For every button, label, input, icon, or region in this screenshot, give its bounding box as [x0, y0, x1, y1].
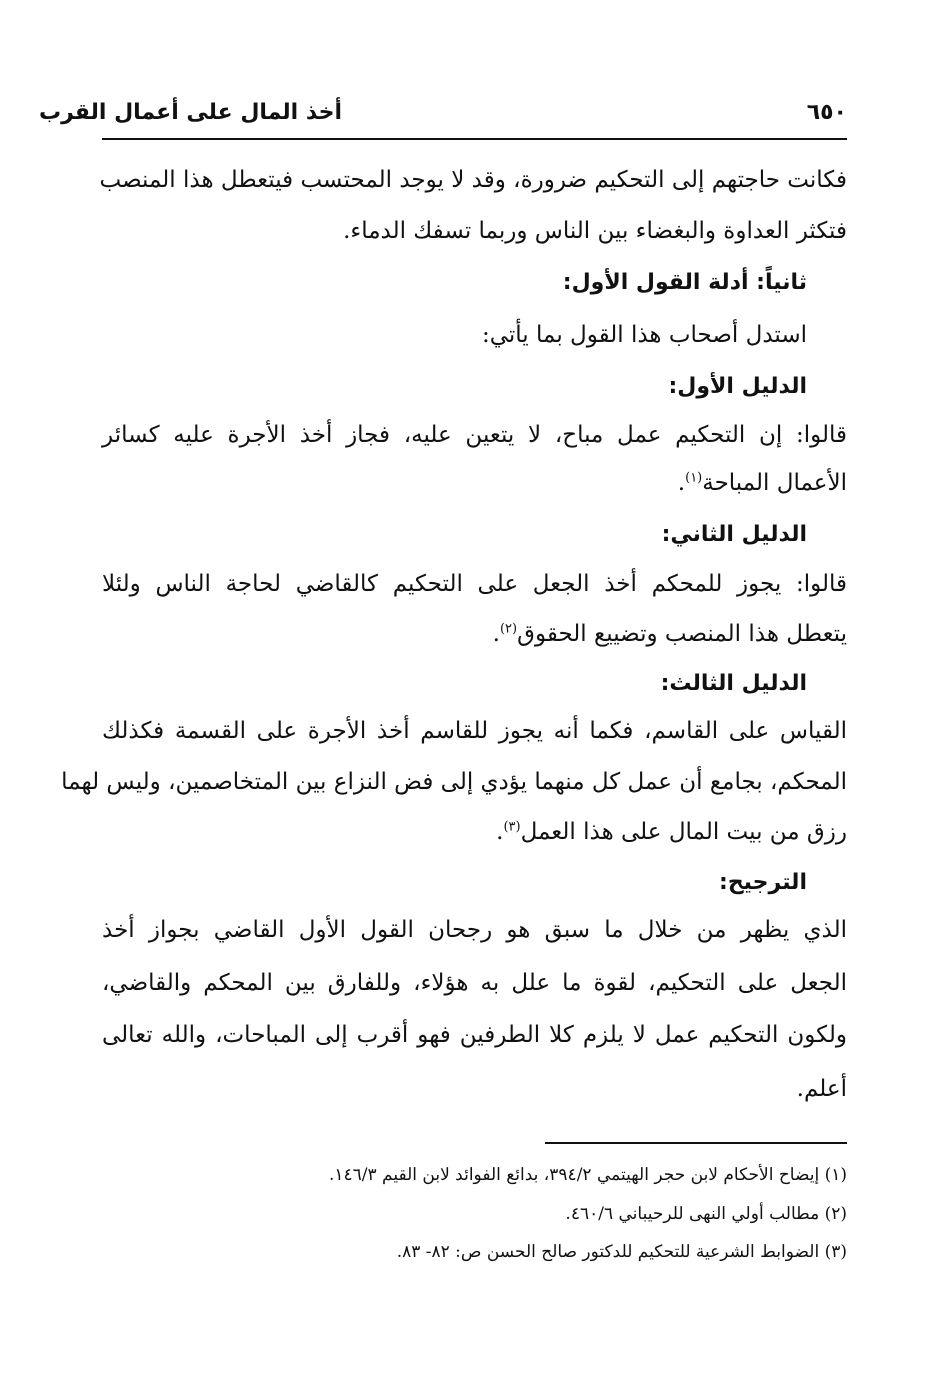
footnote-3: (٣) الضوابط الشرعية للتحكيم للدكتور صالح الحسن ص: ٨٢- ٨٣.: [396, 1242, 847, 1262]
paragraph-line: قالوا: يجوز للمحكم أخذ الجعل على التحكيم كالقاضي لحاجة الناس ولئلا: [102, 571, 847, 597]
footnote-1: (١) إيضاح الأحكام لابن حجر الهيتمي ٣٩٤/٢، بدائع الفوائد لابن القيم ١٤٦/٣.: [328, 1165, 847, 1185]
line-text: الأعمال المباحة: [702, 470, 847, 496]
paragraph-line: [102, 617, 847, 651]
paragraph-line: الذي يظهر من خلال ما سبق هو رجحان القول الأول القاضي بجواز أخذ: [102, 917, 847, 943]
paragraph-line: ولكون التحكيم عمل لا يلزم كلا الطرفين فهو أقرب إلى المباحات، والله تعالى: [102, 1022, 847, 1048]
footnote-ref-1: (١): [685, 470, 703, 486]
paragraph-line: أعلم.: [796, 1076, 847, 1102]
evidence-heading-first: الدليل الأول:: [668, 374, 807, 399]
paragraph-line: قالوا: إن التحكيم عمل مباح، لا يتعين عليه، فجاز أخذ الأجرة عليه كسائر: [102, 422, 847, 448]
section-heading-second: ثانياً: أدلة القول الأول:: [562, 270, 807, 295]
section-heading-preference: الترجيح:: [719, 870, 807, 895]
paragraph-line: فكانت حاجتهم إلى التحكيم ضرورة، وقد لا يوجد المحتسب فيتعطل هذا المنصب: [99, 167, 847, 193]
footnote-ref-3: (٣): [503, 819, 521, 835]
paragraph-line: الجعل على التحكيم، لقوة ما علل به هؤلاء، وللفارق بين المحكم والقاضي،: [102, 970, 847, 996]
running-title: أخذ المال على أعمال القرب: [38, 100, 342, 125]
page-header: [38, 98, 847, 140]
line-end: .: [677, 470, 686, 496]
paragraph-line: فتكثر العداوة والبغضاء بين الناس وربما تسفك الدماء.: [343, 218, 847, 244]
evidence-heading-third: الدليل الثالث:: [660, 671, 807, 696]
paragraph-line: [102, 815, 847, 849]
footnote-divider: [545, 1142, 847, 1144]
line-text: رزق من بيت المال على هذا العمل: [520, 819, 847, 845]
footnote-2: (٢) مطالب أولي النهى للرحيباني ٤٦٠/٦.: [565, 1204, 847, 1224]
paragraph-line: [102, 466, 847, 500]
page-number: ٦٥٠: [806, 100, 847, 125]
footnote-ref-2: (٢): [499, 621, 518, 637]
line-end: .: [496, 819, 504, 845]
paragraph-line: المحكم، بجامع أن عمل كل منهما يؤدي إلى فض النزاع بين المتخاصمين، وليس لهما: [61, 769, 847, 795]
paragraph-line: استدل أصحاب هذا القول بما يأتي:: [481, 322, 807, 348]
line-end: .: [492, 621, 500, 647]
line-text: يتعطل هذا المنصب وتضييع الحقوق: [517, 621, 847, 647]
evidence-heading-second: الدليل الثاني:: [661, 522, 807, 547]
paragraph-line: القياس على القاسم، فكما أنه يجوز للقاسم أخذ الأجرة على القسمة فكذلك: [102, 718, 847, 744]
